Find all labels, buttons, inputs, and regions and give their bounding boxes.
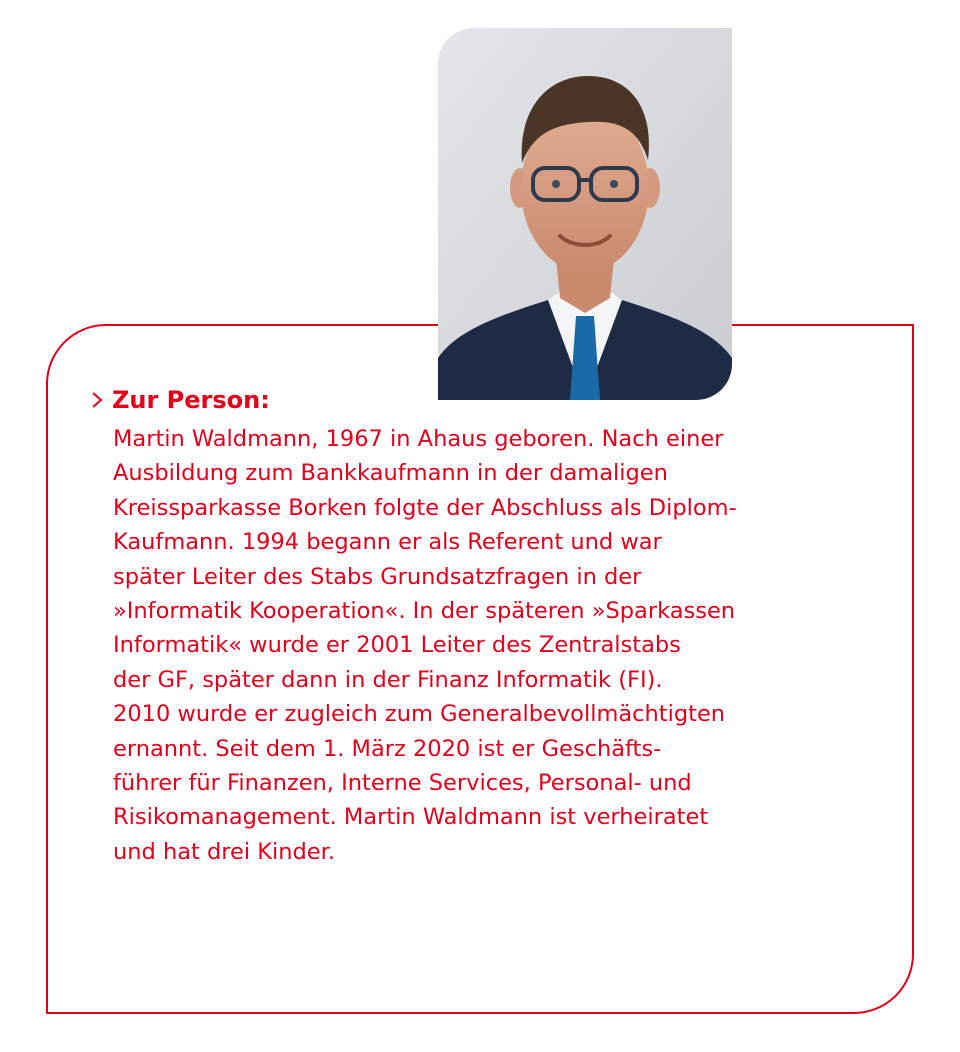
portrait-illustration <box>438 28 732 400</box>
section-heading <box>86 384 270 416</box>
bio-line: ernannt. Seit dem 1. März 2020 ist er Geschäfts- <box>113 735 662 762</box>
bio-line: Risikomanagement. Martin Waldmann ist verheiratet <box>113 804 709 831</box>
bio-line: 2010 wurde er zugleich zum Generalbevollmächtigten <box>113 701 726 728</box>
bio-line: später Leiter des Stabs Grundsatzfragen in der <box>113 563 642 590</box>
bio-line: der GF, später dann in der Finanz Informatik (FI). <box>113 666 663 693</box>
bio-line: und hat drei Kinder. <box>113 838 335 865</box>
bio-text <box>113 422 893 869</box>
bio-line: Informatik« wurde er 2001 Leiter des Zentralstabs <box>113 632 681 659</box>
bio-line: »Informatik Kooperation«. In der späteren »Sparkassen <box>113 598 736 625</box>
bio-line: Ausbildung zum Bankkaufmann in der damaligen <box>113 460 668 487</box>
bio-line: Kreissparkasse Borken folgte der Abschluss als Diplom- <box>113 494 737 521</box>
chevron-right-icon <box>86 388 108 412</box>
bio-line: führer für Finanzen, Interne Services, Personal- und <box>113 770 692 797</box>
portrait-photo <box>438 28 732 400</box>
bio-line: Martin Waldmann, 1967 in Ahaus geboren. Nach einer <box>113 426 724 452</box>
heading-text: Zur Person: <box>112 386 270 414</box>
bio-line: Kaufmann. 1994 begann er als Referent und war <box>113 529 662 556</box>
